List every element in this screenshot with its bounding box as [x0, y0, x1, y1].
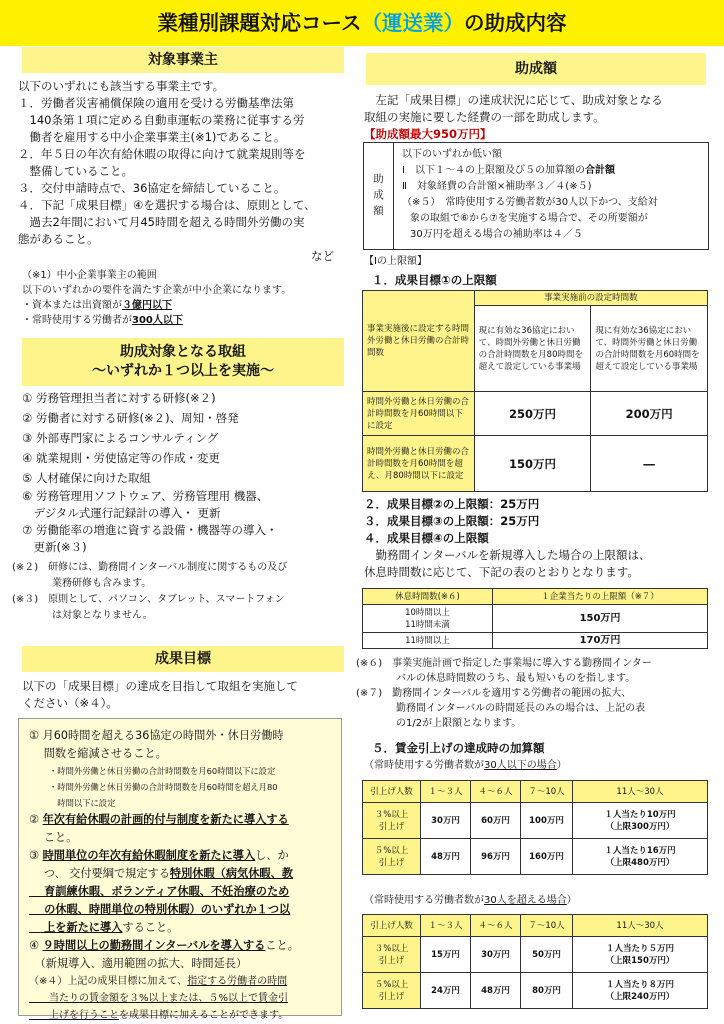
amount-intro: 左記「成果目標」の達成状況に応じて、助成対象となる 取組の実施に要した経費の一部を助成します。 【助成額最大950万円】	[364, 93, 663, 141]
wage-table-large: 引上げ人数 １～３人 ４～６人 ７～10人 11人～30人 ３%以上 引上げ 15万円 30万円 50万円 １人当たり５万円 （上限150万円） ５%以上 引上げ 24万円 48万円 80万円 １人当たり８万円 （上限240万円）	[362, 914, 708, 1009]
cap-title: 【Ⅰの上限額】	[364, 256, 427, 267]
wage-bonus-title: ５．賃金引上げの達成時の加算額	[372, 741, 545, 755]
sme-note: （※1）中小企業事業主の範囲 以下のいずれかの要件を満たす企業が中小企業になります。 ・資本または出資額が３億円以下 ・常時使用する労働者が300人以下	[22, 270, 292, 326]
interval-notes: (※６) 事業実施計画で指定した事業場に導入する勤務間インター バルの休息時間数のうち、最も短いものを指します。 (※７) 勤務間インターバルを適用する労働者の範囲の拡大、 勤務間インターバルの時間延長のみの場合は、上記の表 の1/2が上限額となります。	[356, 658, 652, 729]
amount-box: 助 成 額 以下のいずれか低い額 Ⅰ 以下１～４の上限額及び５の加算額の合計額 Ⅱ 対象経費の合計額×補助率３／４(※５) （※５） 常時使用する労働者数が30人以下かつ、支給対 象の取組で⑥から⑦を実施する場合で、その所要額が 30万円を超える場合の補助率は４／５	[363, 142, 709, 250]
goal1-cap-title: １．成果目標①の上限額	[372, 273, 497, 287]
interval-cap-table: 休息時間数(※６) １企業当たりの上限額（※７） 10時間以上 11時間未満 150万円 11時間以上 170万円	[362, 588, 708, 649]
measures-heading: 助成対象となる取組 ～いずれか１つ以上を実施～	[22, 338, 344, 386]
measures-notes: (※２) 研修には、勤務間インターバル制度に関するもの及び 業務研修も含みます。 (※３) 原則として、パソコン、タブレット、スマートフォン は対象となりません。	[12, 562, 288, 621]
goals-intro: 以下の「成果目標」の達成を目指して取組を実施して ください（※４）。	[22, 679, 298, 710]
target-body: 以下のいずれにも該当する事業主です。 １．労働者災害補償保険の適用を受ける労働基準法第 140条第１項に定める自動車運転の業務に従事する労 働者を雇用する中小企業事業主(※1)であること。 ２．年５日の年次有給休暇の取得に向けて就業規則等を 整備していること。 ３．交付申請時点で、36協定を締結していること。 ４．下記「成果目標」④を選択する場合は、原則として、 過去2年間において月45時間を超える時間外労働の実 態があること。 など	[18, 79, 334, 263]
target-heading: 対象事業主	[22, 47, 344, 73]
page-title: 業種別課題対応コース（運送業）の助成内容	[0, 0, 724, 46]
amount-side-label: 助 成 額	[364, 143, 394, 249]
measures-list: ① 労務管理担当者に対する研修(※２) ② 労働者に対する研修(※２)、周知・啓発 ③ 外部専門家によるコンサルティング ④ 就業規則・労使協定等の作成・変更 ⑤ 人材確保に向けた取組 ⑥ 労務管理用ソフトウェア、労務管理用 機器、 デジタル式運行記録計の導入・ 更新 ⑦ 労働能率の増進に資する設備・機器等の導入・ 更新(※３)	[22, 391, 278, 554]
wage-table-small: 引上げ人数 １～３人 ４～６人 ７～10人 11人～30人 ３%以上 引上げ 30万円 60万円 100万円 １人当たり10万円 （上限300万円） ５%以上 引上げ 48万円 96万円 160万円 １人当たり16万円 （上限480万円）	[362, 780, 708, 875]
cond-small: （常時使用する労働者数が30人以下の場合）	[364, 760, 567, 771]
goals-box: ① 月60時間を超える36協定の時間外・休日労働時 間数を縮減させること。 ・時間外労働と休日労働の合計時間数を月60時間以下に設定 ・時間外労働と休日労働の合計時間数を月60時間を超え月80 時間以下に設定 ② 年次有給休暇の計画的付与制度を新たに導入する こと。 ③ 時間単位の年次有給休暇制度を新たに導入し、か つ、 交付要綱で規定する特別休暇（病気休暇、教 育訓練休暇、ボランティア休暇、不妊治療のため の休暇、時間単位の特別休暇）のいずれか１つ以 上を新たに導入すること。 ④ ９時間以上の勤務間インターバルを導入すること。 （新規導入、適用範囲の拡大、時間延長） （※４）上記の成果目標に加えて、指定する労働者の時間 当たりの賃金額を３%以上または、５%以上で賃金引 上げを行うことを成果目標に加えることができます。	[18, 718, 342, 1016]
cond-large: （常時使用する労働者数が30人を超える場合）	[364, 895, 577, 906]
goal1-cap-table: 事業実施後に設定する時間外労働と休日労働の合計時間数 事業実施前の設定時間数 現に有効な36協定において、時間外労働と休日労働の合計時間数を月80時間を超えて設定している事業場 現に有効な36協定において、時間外労働と休日労働の合計時間数を月60時間を超えて設定している事業場 時間外労働と休日労働の合計時間数を月60時間以下に設定 250万円 200万円 時間外労働と休日労働の合計時間数を月60時間を超え、月80時間以下に設定 150万円 ―	[362, 290, 708, 492]
amount-heading: 助成額	[366, 53, 706, 85]
caps-list: ２．成果目標②の上限額：25万円 ３．成果目標③の上限額：25万円 ４．成果目標④の上限額 勤務間インターバルを新規導入した場合の上限額は、 休息時間数に応じて、下記の表のとおりとなります。	[364, 497, 651, 579]
goals-heading: 成果目標	[22, 646, 344, 672]
